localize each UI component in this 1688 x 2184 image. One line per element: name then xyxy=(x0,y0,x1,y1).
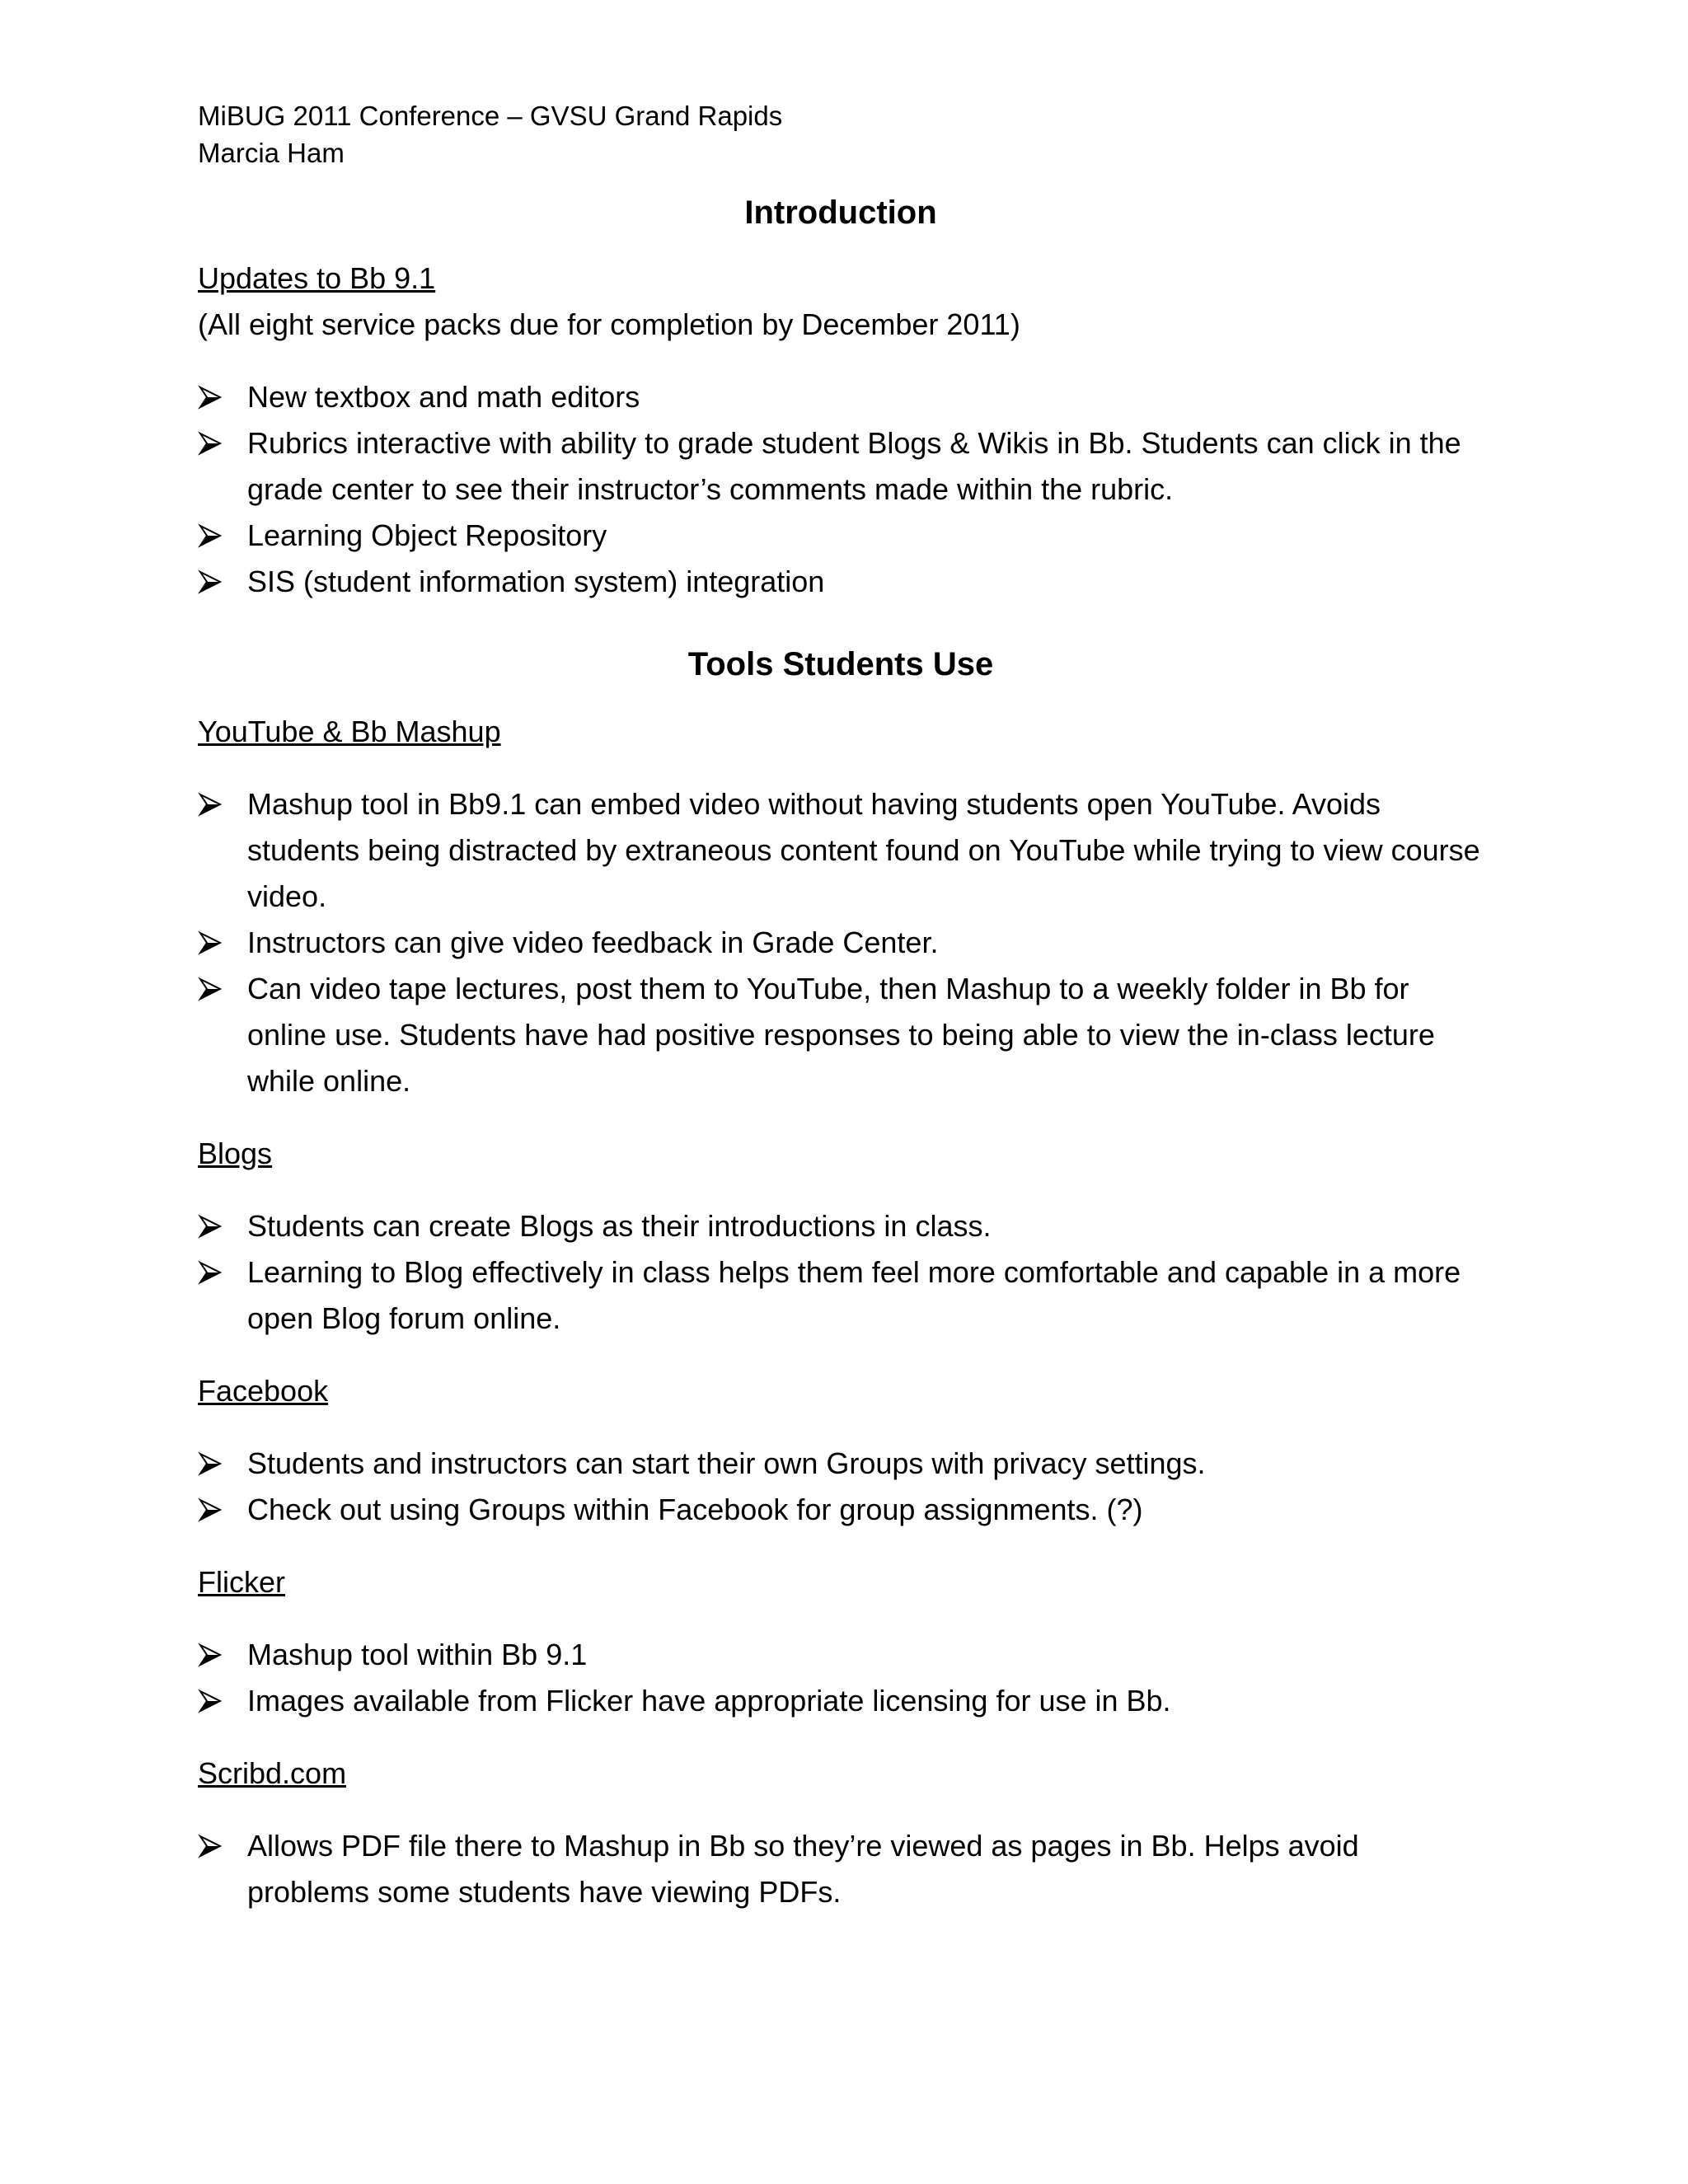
bullet-item xyxy=(198,1487,1484,1533)
tool-section-heading: Facebook xyxy=(198,1374,329,1408)
bullet-text: Allows PDF file there to Mashup in Bb so they’re viewed as pages in Bb. Helps avoid problems some students have viewing PDFs. xyxy=(247,1829,1359,1909)
arrowhead-bullet-icon xyxy=(198,523,223,548)
service-pack-note: (All eight service packs due for completion by December 2011) xyxy=(198,307,1020,341)
bullet-item xyxy=(198,374,1484,420)
bullet-text: Images available from Flicker have appropriate licensing for use in Bb. xyxy=(247,1684,1171,1718)
tool-section-heading: YouTube & Bb Mashup xyxy=(198,715,501,748)
arrowhead-bullet-icon xyxy=(198,792,223,817)
bullet-item xyxy=(198,559,1484,605)
bullet-text: Mashup tool in Bb9.1 can embed video without having students open YouTube. Avoids students being distracted by extraneous content found on YouTube while trying to view course video. xyxy=(247,787,1480,913)
arrowhead-bullet-icon xyxy=(198,1214,223,1239)
arrowhead-bullet-icon xyxy=(198,569,223,594)
updates-subheading: Updates to Bb 9.1 xyxy=(198,261,436,295)
bullet-item xyxy=(198,513,1484,559)
introduction-title: Introduction xyxy=(744,194,937,231)
arrowhead-bullet-icon xyxy=(198,930,223,955)
tool-bullet-list xyxy=(198,1203,1484,1342)
tool-bullet-list xyxy=(198,1441,1484,1533)
bullet-text: Instructors can give video feedback in Grade Center. xyxy=(247,926,939,959)
tools-sections xyxy=(198,709,1484,1915)
arrowhead-bullet-icon xyxy=(198,1451,223,1476)
arrowhead-bullet-icon xyxy=(198,1689,223,1713)
tool-section-heading: Scribd.com xyxy=(198,1756,347,1790)
arrowhead-bullet-icon xyxy=(198,431,223,456)
arrowhead-bullet-icon xyxy=(198,977,223,1001)
bullet-text: Learning to Blog effectively in class helps them feel more comfortable and capable in a more open Blog forum online. xyxy=(247,1255,1461,1335)
author-name: Marcia Ham xyxy=(198,138,345,168)
bullet-text: Learning Object Repository xyxy=(247,518,607,552)
tool-section-heading: Blogs xyxy=(198,1137,273,1170)
arrowhead-bullet-icon xyxy=(198,1834,223,1858)
bullet-text: Students can create Blogs as their introductions in class. xyxy=(247,1209,992,1243)
tool-section-heading: Flicker xyxy=(198,1565,285,1599)
bullet-item xyxy=(198,966,1484,1104)
bullet-item xyxy=(198,1249,1484,1342)
bullet-item xyxy=(198,1441,1484,1487)
tool-bullet-list xyxy=(198,781,1484,1104)
bullet-item xyxy=(198,920,1484,966)
arrowhead-bullet-icon xyxy=(198,385,223,410)
arrowhead-bullet-icon xyxy=(198,1260,223,1285)
intro-bullet-list xyxy=(198,374,1484,605)
bullet-text: Can video tape lectures, post them to YouTube, then Mashup to a weekly folder in Bb for online use. Students have had positive responses to being able to view the in-class lecture while online. xyxy=(247,972,1435,1098)
arrowhead-bullet-icon xyxy=(198,1497,223,1522)
bullet-item xyxy=(198,781,1484,920)
bullet-item xyxy=(198,1632,1484,1678)
tools-title: Tools Students Use xyxy=(687,646,994,682)
bullet-text: Students and instructors can start their own Groups with privacy settings. xyxy=(247,1446,1206,1480)
bullet-item xyxy=(198,1823,1484,1915)
bullet-text: Check out using Groups within Facebook for group assignments. (?) xyxy=(247,1493,1143,1526)
tool-bullet-list xyxy=(198,1823,1484,1915)
bullet-item xyxy=(198,1203,1484,1249)
conference-header: MiBUG 2011 Conference – GVSU Grand Rapids xyxy=(198,101,783,131)
bullet-text: Mashup tool within Bb 9.1 xyxy=(247,1638,588,1671)
bullet-text: SIS (student information system) integration xyxy=(247,565,825,598)
tool-bullet-list xyxy=(198,1632,1484,1724)
document-page xyxy=(198,97,1484,1915)
bullet-item xyxy=(198,420,1484,513)
bullet-item xyxy=(198,1678,1484,1724)
bullet-text: New textbox and math editors xyxy=(247,380,640,414)
arrowhead-bullet-icon xyxy=(198,1643,223,1667)
bullet-text: Rubrics interactive with ability to grade student Blogs & Wikis in Bb. Students can click in the grade center to see their instructor’s comments made within the rubric. xyxy=(247,426,1461,506)
